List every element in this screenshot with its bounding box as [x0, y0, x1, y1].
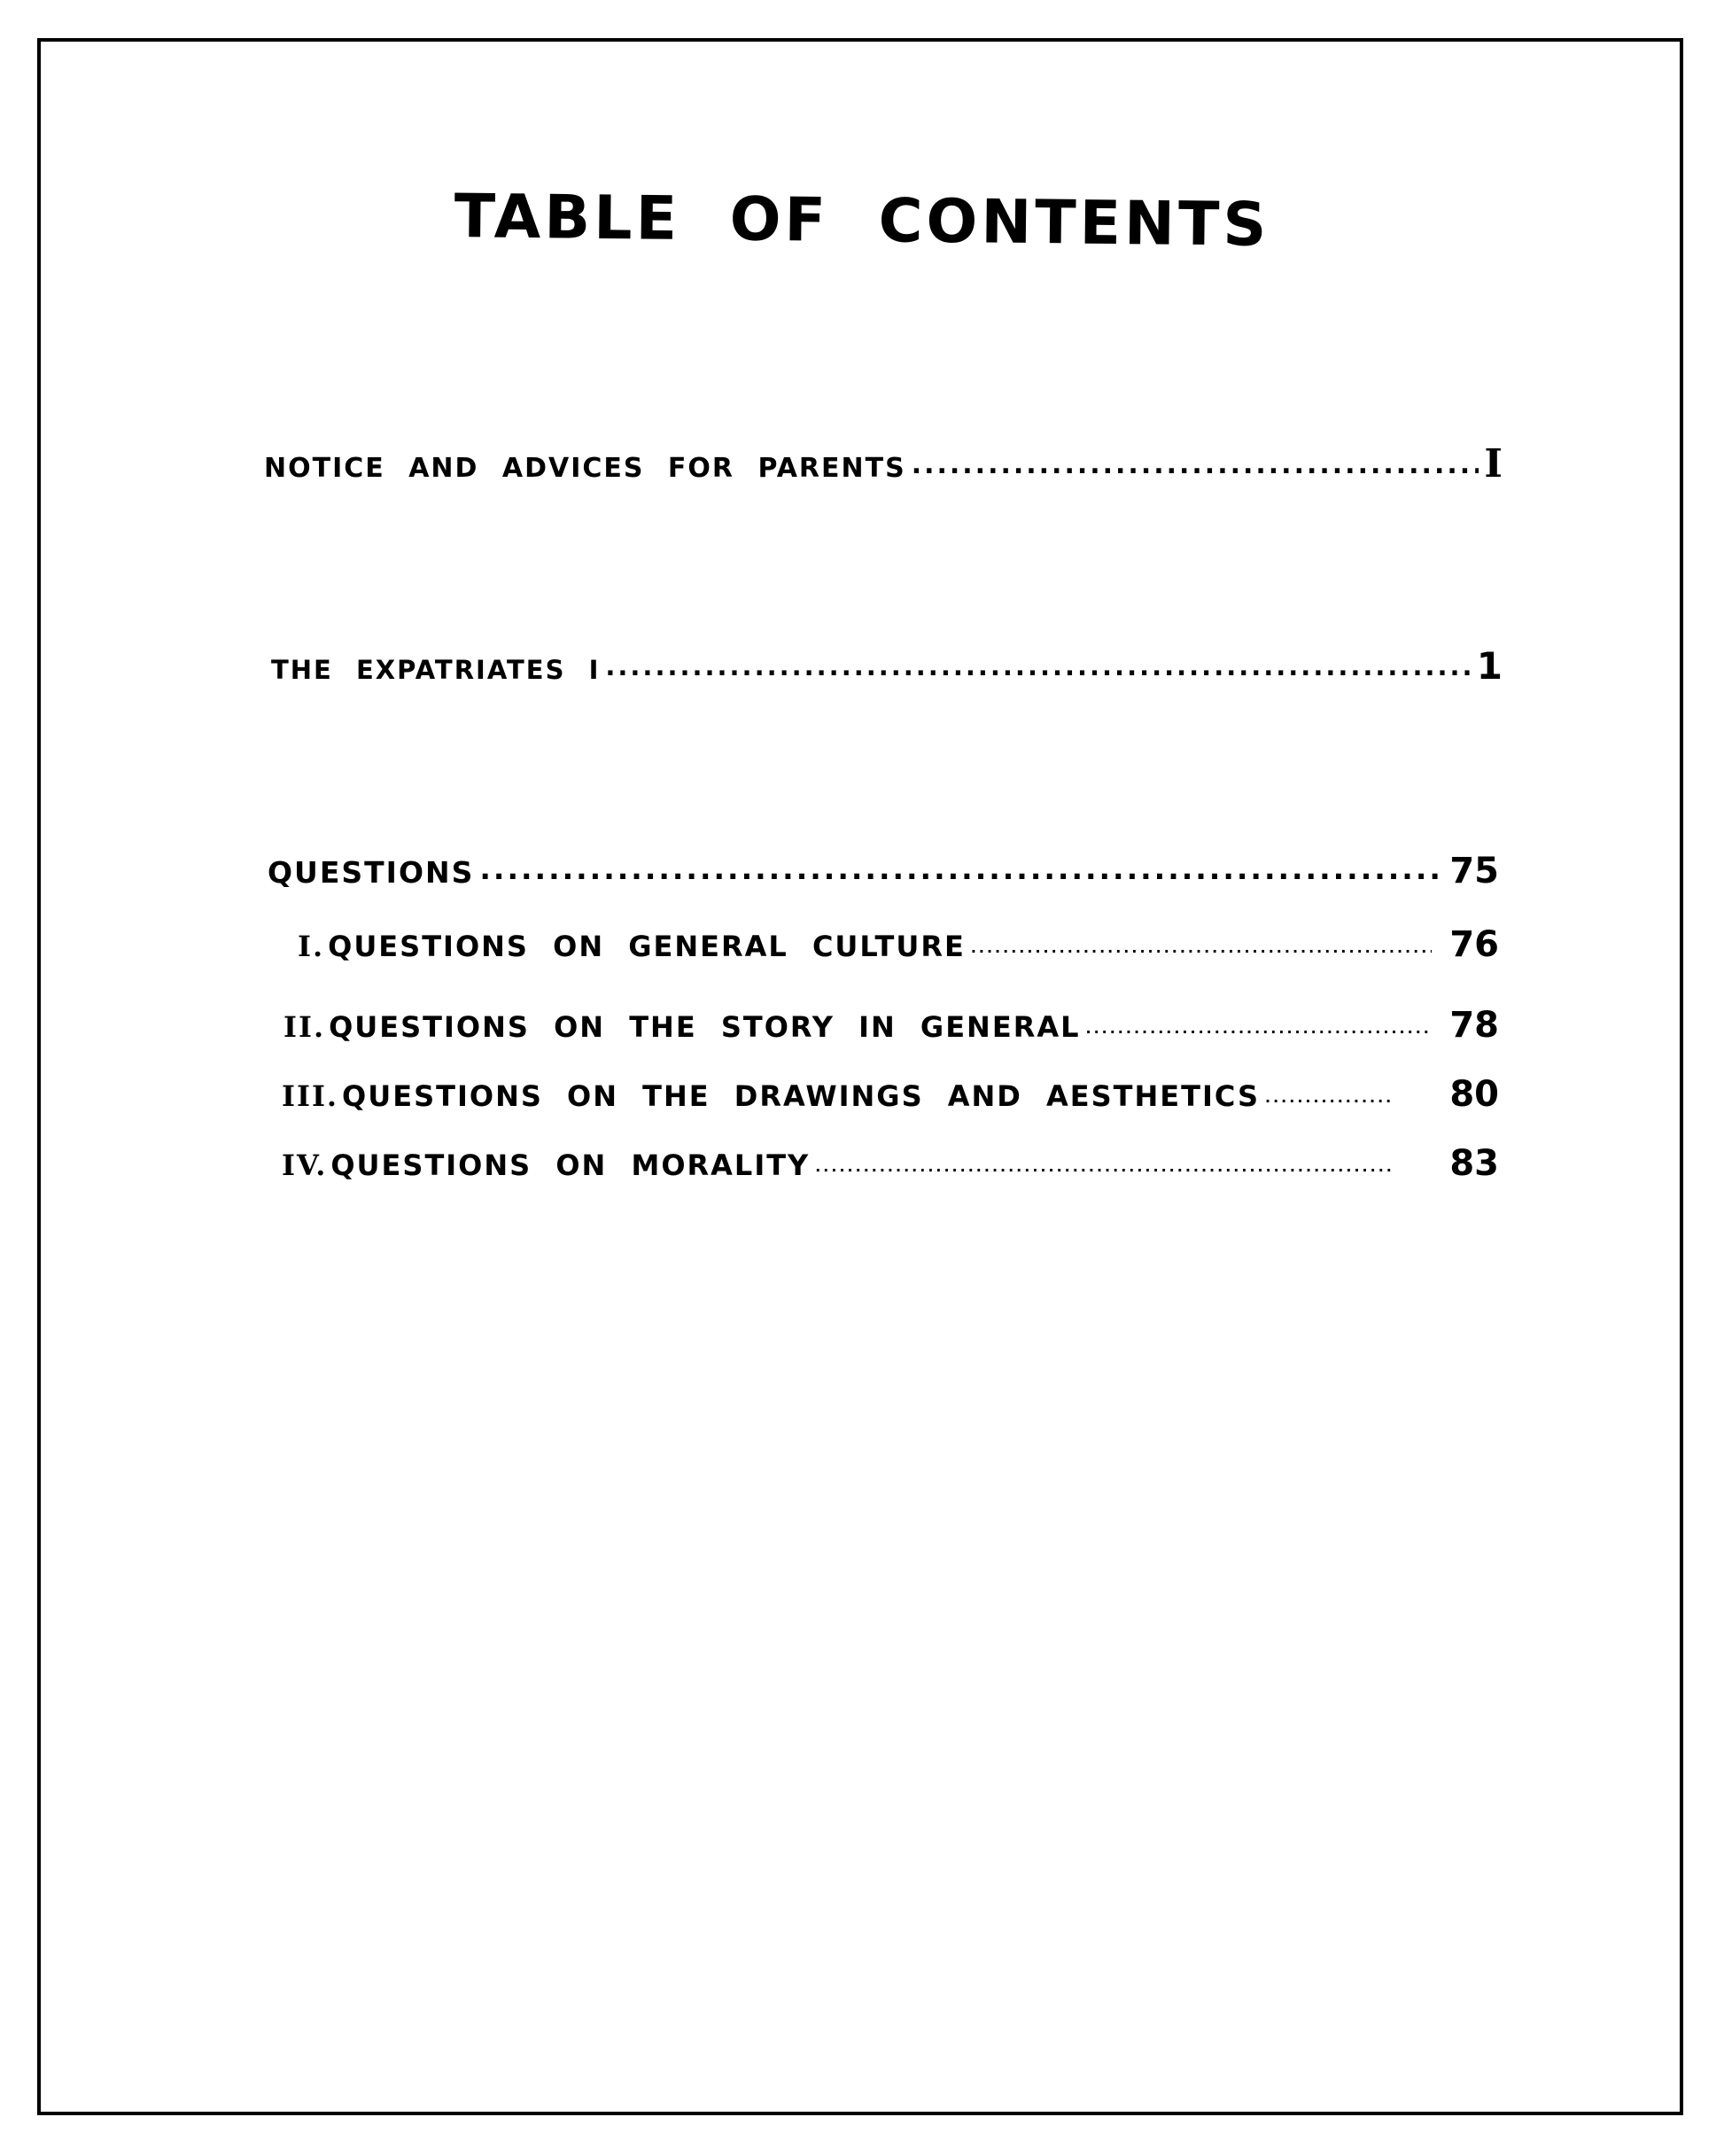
dot-leader: [605, 651, 1471, 681]
toc-page-number: 76: [1449, 924, 1499, 965]
page-title: TABLE OF CONTENTS: [454, 182, 1270, 261]
roman-numeral: IV.: [282, 1148, 328, 1182]
toc-entry-notice[interactable]: [264, 441, 1503, 486]
toc-entry-expatriates[interactable]: [271, 644, 1503, 688]
toc-page-number: 80: [1449, 1074, 1499, 1115]
toc-entry-label: NOTICE AND ADVICES FOR PARENTS: [264, 453, 906, 484]
toc-subentry-drawings[interactable]: [282, 1074, 1499, 1115]
toc-entry-label: THE EXPATRIATES I: [271, 655, 601, 685]
toc-subentry-general-culture[interactable]: [298, 924, 1499, 965]
toc-entry-label: QUESTIONS ON THE DRAWINGS AND AESTHETICS: [342, 1079, 1260, 1113]
toc-page-number: 75: [1449, 851, 1499, 891]
roman-numeral: III.: [282, 1079, 339, 1113]
toc-page-number: I: [1484, 441, 1503, 486]
dot-leader: [912, 449, 1479, 480]
dot-leader: [815, 1158, 1393, 1175]
roman-numeral: I.: [298, 930, 325, 963]
toc-entry-label: QUESTIONS: [268, 855, 475, 890]
toc-entry-questions[interactable]: [268, 851, 1499, 891]
dot-leader: [1265, 1089, 1393, 1106]
toc-entry-label: QUESTIONS ON GENERAL CULTURE: [328, 930, 966, 963]
toc-page-number: 78: [1449, 1005, 1499, 1046]
toc-subentry-morality[interactable]: [282, 1143, 1499, 1184]
toc-subentry-story[interactable]: [283, 1005, 1499, 1046]
toc-page-number: 83: [1449, 1143, 1499, 1184]
roman-numeral: II.: [283, 1010, 326, 1044]
dot-leader: [971, 939, 1432, 956]
toc-entry-label: QUESTIONS ON MORALITY: [330, 1148, 811, 1182]
toc-page-number: 1: [1476, 644, 1503, 688]
dot-leader: [1085, 1020, 1432, 1037]
toc-entry-label: QUESTIONS ON THE STORY IN GENERAL: [329, 1010, 1081, 1044]
dot-leader: [479, 852, 1444, 886]
